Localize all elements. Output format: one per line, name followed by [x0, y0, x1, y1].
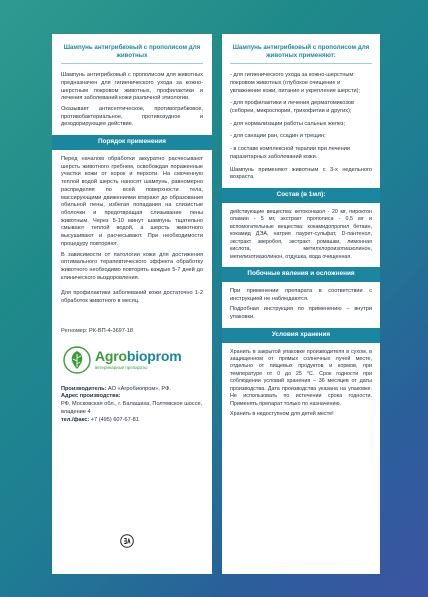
composition-header: Состав (в 1мл): — [222, 188, 380, 203]
left-title: Шампунь антигрибковый с прополисом для животных — [61, 44, 203, 64]
agrobioprom-logo — [63, 346, 203, 374]
usage-text: Перед началом обработки аккуратно расчесывают шерсть животного гребнем, освобождая пораженные участки кожи от корок и перхоти. На смоченную теплой водой шерсть наносят шампунь, равномерно распределяя по всей поверхности тела, массирующими движениями втирают до образования обильной пены, избегая попадания на слизистые оболочки и предотвращая слизывание пены животным. Через 5-10 минут шампунь тщательно смывают теплой водой, а шерсть животного высушивают и расчесывают. При необходимости процедуру повторяют. — [61, 155, 203, 247]
logo-text-agro: Agro — [95, 347, 127, 364]
intro-text: Шампунь антигрибковый с прополисом для животных предназначен для гигиенического ухода за кожно-шерстным покровом животных, профилактики и лечения заболеваний кожи различной этиологии. — [61, 72, 203, 102]
address-label: Адрес производства: — [61, 393, 121, 400]
logo-subtitle: ветеринарные препараты — [95, 364, 148, 370]
maker-value: АО «Агробиопром», РФ. — [106, 385, 171, 392]
prophylaxis-text: Для профилактики заболеваний кожи достаточно 1-2 обработок животного в месяц. — [61, 290, 203, 305]
phone-value: +7 (495) 607-67-81 — [89, 416, 139, 423]
maker-label: Производитель: — [61, 385, 107, 392]
manufacturer-block — [61, 386, 203, 425]
registration-number: Регномер: РК-ВП-4-3697-18 — [61, 327, 133, 334]
usage-text-2: В зависимости от патологии кожи для достижения оптимального терапевтического эффекта обработку животного необходимо повторять каждые 5-7 дней до клинического выздоровления. — [61, 251, 203, 281]
list-item: - для гигиенического ухода за кожно-шерстным покровом животных (глубокое очищение и увлажнение кожи, питание и укрепление шерсти); — [230, 72, 361, 94]
side-effects-header: Побочные явления и осложнения — [222, 267, 380, 282]
list-item: - для профилактики и лечения дерматомикозов (себореи, микроспории, трихофитии и других); — [230, 100, 354, 114]
eac-mark-icon — [120, 534, 134, 548]
right-title: Шампунь антигрибковый с прополисом для животных применяют: — [230, 44, 372, 64]
usage-header: Порядок применения — [52, 135, 212, 150]
right-panel — [222, 34, 380, 574]
properties-text: Оказывает антисептическое, противогрибковое, противобактериальное, противозудное и дезодорирующее действие. — [61, 106, 203, 128]
phone-label: тел./факс: — [61, 416, 90, 423]
left-panel — [52, 34, 212, 574]
list-item: - в составе комплексной терапии при лечении паразитарных заболеваний кожи. — [230, 146, 350, 160]
logo-text-bioprom: bioprom — [126, 347, 182, 364]
storage-text: Хранить в закрытой упаковке производителя в сухом, в защищенном от прямых солнечных лучей месте, отдельно от пищевых продуктов и кормов, при температуре от 0 до 25 °С. Срок годности при соблюдении условий хранения – 36 месяцев от даты производства. Дата производства указана на упаковке. Не использовать по истечении срока годности. Применять препарат только по назначению. — [230, 348, 372, 407]
indications-list — [230, 72, 372, 161]
leaf-logo-icon — [63, 346, 91, 374]
list-item: - для нормализации работы сальных желез; — [230, 120, 346, 127]
composition-text: действующие вещества: кетоконазол - 20 мг, пироктон оламин - 5 мг, экстракт прополиса - 0,5 мг и вспомогательные вещества: кокамидопропил бетаин, кокамид ДЭА, натрия лаурет-сульфат, D-пантенол, экстракт зверобоя, экстракт ромашки, лимонная кислота, метилхлороизотиазолинон, метилизотиазолинон, отдушка, вода очищенная. — [230, 208, 372, 260]
address-value: РФ, Московская обл., г. Балашиха, Полтевское шоссе, владение 4 — [61, 401, 203, 416]
age-note: Шампунь применяют животным с 3-х недельного возраста. — [230, 166, 372, 181]
list-item: - для санации ран, ссадин и трещин; — [230, 133, 326, 140]
side-effects-text-2: Подробная инструкция по применению – внутри упаковки. — [230, 306, 372, 321]
side-effects-text: При применении препарата в соответствии с инструкцией не наблюдаются. — [230, 287, 372, 302]
storage-header: Условия хранения — [222, 328, 380, 343]
storage-text-2: Хранить в недоступном для детей месте! — [230, 411, 334, 418]
